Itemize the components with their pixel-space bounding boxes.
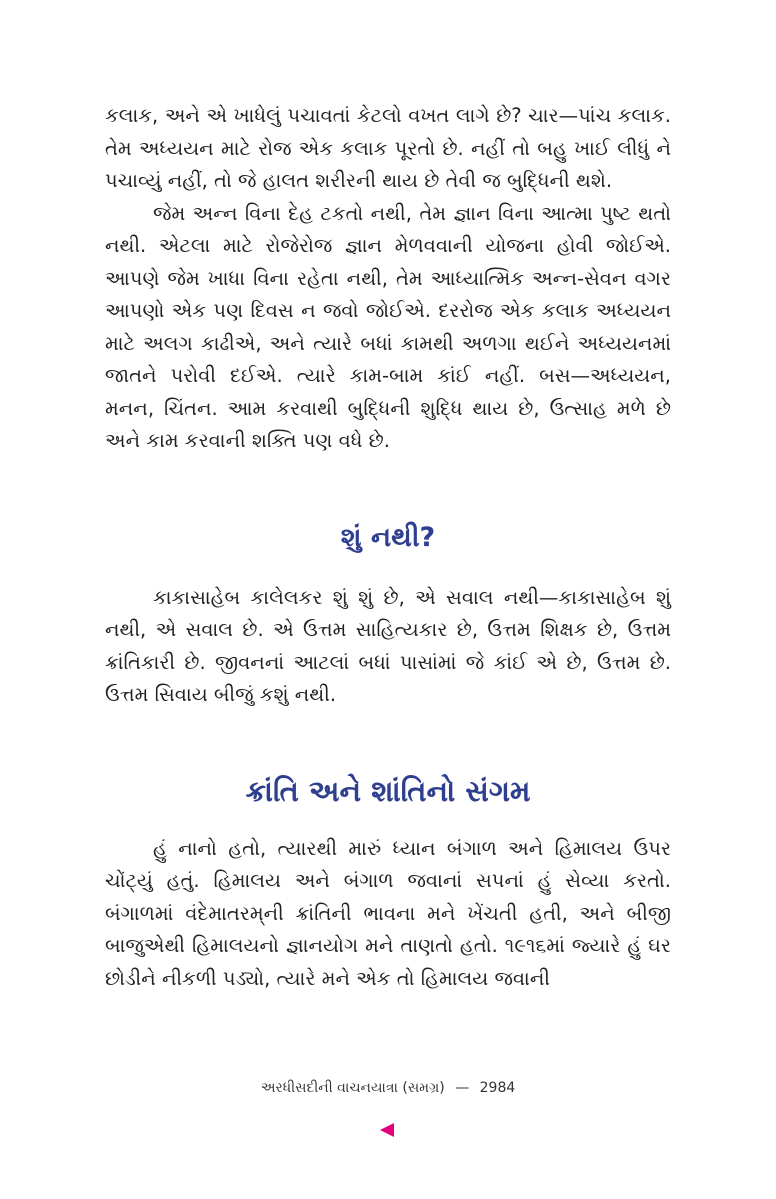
section-heading-what-is-not: શું નથી? [340,521,436,553]
paragraph-3: કાકાસાહેબ કાલેલકર શું શું છે, એ સવાલ નથી—કાકાસાહેબ શું નથી, એ સવાલ છે. એ ઉત્તમ સાહિત્યકાર છે, ઉત્તમ શિક્ષક છે, ઉત્તમ ક્રાંતિકારી છે. જીવનનાં આટલાં બધાં પાસાંમાં જે કાંઈ એ છે, ઉત્તમ છે. ઉત્તમ સિવાય બીજું કશું નથી. [105,585,671,706]
footer-separator: — [455,1080,470,1096]
footer-page-number: 2984 [479,1080,516,1096]
footer-book-title: અરધીસદીની વાચનયાત્રા (સમગ્ર) [260,1080,445,1096]
paragraph-4: હું નાનો હતો, ત્યારથી મારું ધ્યાન બંગાળ અને હિમાલય ઉપર ચોંટ્યું હતું. હિમાલય અને બંગાળ જવાનાં સપનાં હું સેવ્યા કરતો. બંગાળમાં વંદેમાતરમ્‌ની ક્રાંતિની ભાવના મને ખેંચતી હતી, અને બીજી બાજુએથી હિમાલયનો જ્ઞાનયોગ મને તાણતો હતો. ૧૯૧૬માં જ્યારે હું ઘર છોડીને નીકળી પડ્યો, ત્યારે મને એક તો હિમાલય જવાની [105,836,671,990]
page-footer [0,1080,776,1096]
page-content [105,100,671,995]
paragraph-1: કલાક, અને એ ખાધેલું પચાવતાં કેટલો વખત લાગે છે? ચાર—પાંચ કલાક. તેમ અધ્યયન માટે રોજ એક કલાક પૂરતો છે. નહીં તો બહુ ખાઈ લીધું ને પચાવ્યું નહીં, તો જે હાલત શરીરની થાય છે તેવી જ બુદ્ધિની થશે. [105,104,671,192]
section-heading-revolution-peace: ક્રાંતિ અને શાંતિનો સંગમ [245,773,531,808]
paragraph-2: જેમ અન્ન વિના દેહ ટકતો નથી, તેમ જ્ઞાન વિના આત્મા પુષ્ટ થતો નથી. એટલા માટે રોજેરોજ જ્ઞાન મેળવવાની યોજના હોવી જોઈએ. આપણે જેમ ખાધા વિના રહેતા નથી, તેમ આધ્યાત્મિક અન્ન-સેવન વગર આપણો એક પણ દિવસ ન જવો જોઈએ. દરરોજ એક કલાક અધ્યયન માટે અલગ કાઢીએ, અને ત્યારે બધાં કામથી અળગા થઈને અધ્યયનમાં જાતને પરોવી દઈએ. ત્યારે કામ-બામ કાંઈ નહીં. બસ—અધ્યયન, મનન, ચિંતન. આમ કરવાથી બુદ્ધિની શુદ્ધિ થાય છે, ઉત્સાહ મળે છે અને કામ કરવાની શક્તિ પણ વધે છે. [105,201,671,452]
triangle-left-icon[interactable] [380,1123,394,1137]
